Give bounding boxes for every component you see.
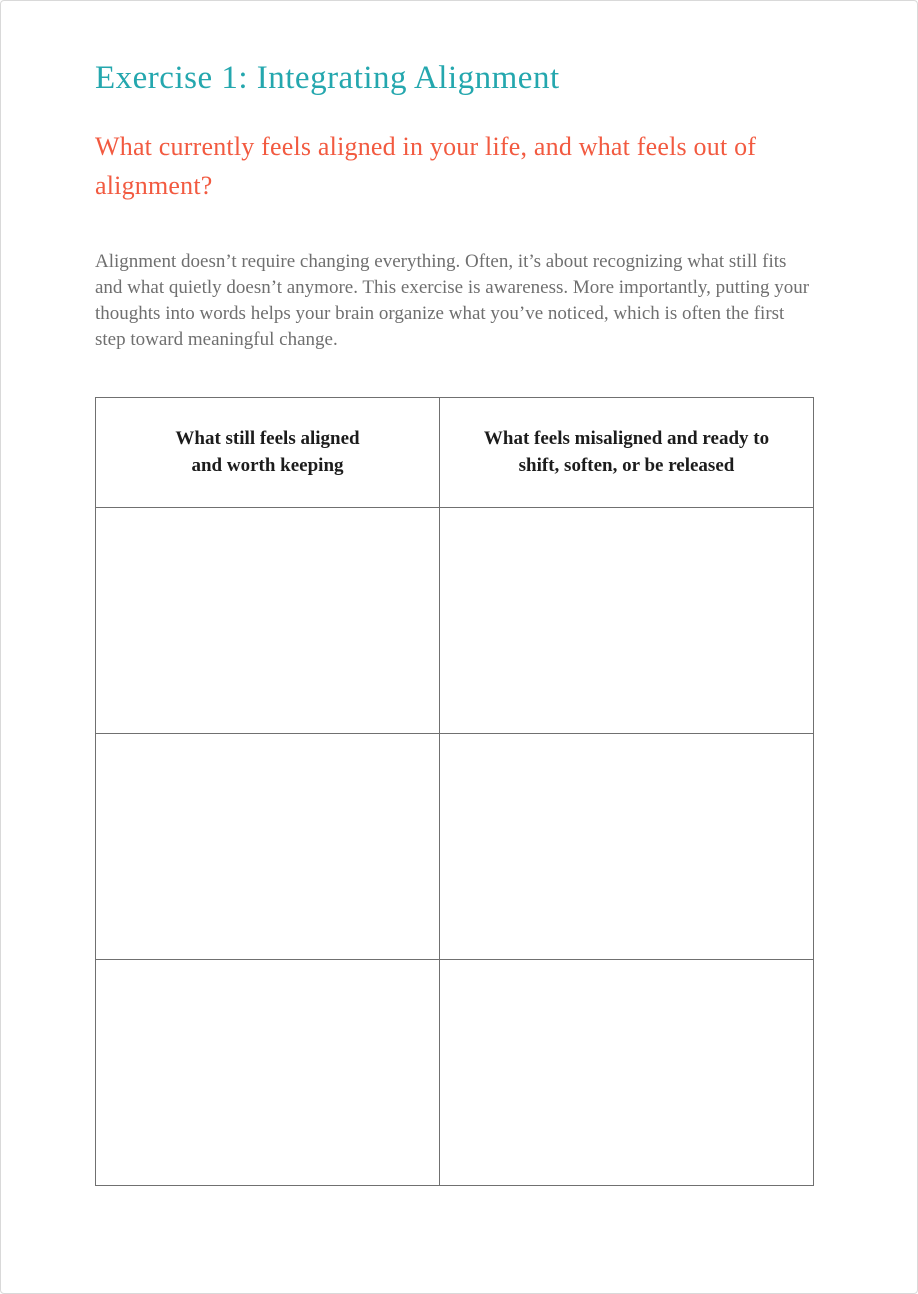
table-row xyxy=(96,960,814,1186)
page-content xyxy=(1,1,917,1186)
table-row xyxy=(96,508,814,734)
column-header-aligned xyxy=(96,398,440,508)
alignment-table xyxy=(95,397,814,1186)
exercise-question: What currently feels aligned in your life, and what feels out of alignment? xyxy=(95,131,757,200)
column-header-misaligned-line2: shift, soften, or be released xyxy=(518,454,735,476)
page-title: Exercise 1: Integrating Alignment xyxy=(95,60,560,96)
table-cell xyxy=(96,734,440,960)
table-row xyxy=(96,734,814,960)
column-header-aligned-line1: What still feels aligned xyxy=(175,428,360,450)
table-body xyxy=(96,508,814,1186)
column-header-misaligned xyxy=(440,398,814,508)
intro-paragraph: Alignment doesn’t require changing everything. Often, it’s about recognizing what still fits and what quietly doesn’t anymore. This exercise is awareness. More importantly, putting your thoughts into words helps your brain organize what you’ve noticed, which is often the first step toward meaningful change. xyxy=(95,250,810,351)
table-cell xyxy=(96,508,440,734)
table-header-row xyxy=(96,398,814,508)
table-cell xyxy=(440,960,814,1186)
column-header-aligned-line2: and worth keeping xyxy=(191,454,344,476)
column-header-misaligned-line1: What feels misaligned and ready to xyxy=(483,428,770,450)
table-cell xyxy=(96,960,440,1186)
table-cell xyxy=(440,734,814,960)
table-cell xyxy=(440,508,814,734)
